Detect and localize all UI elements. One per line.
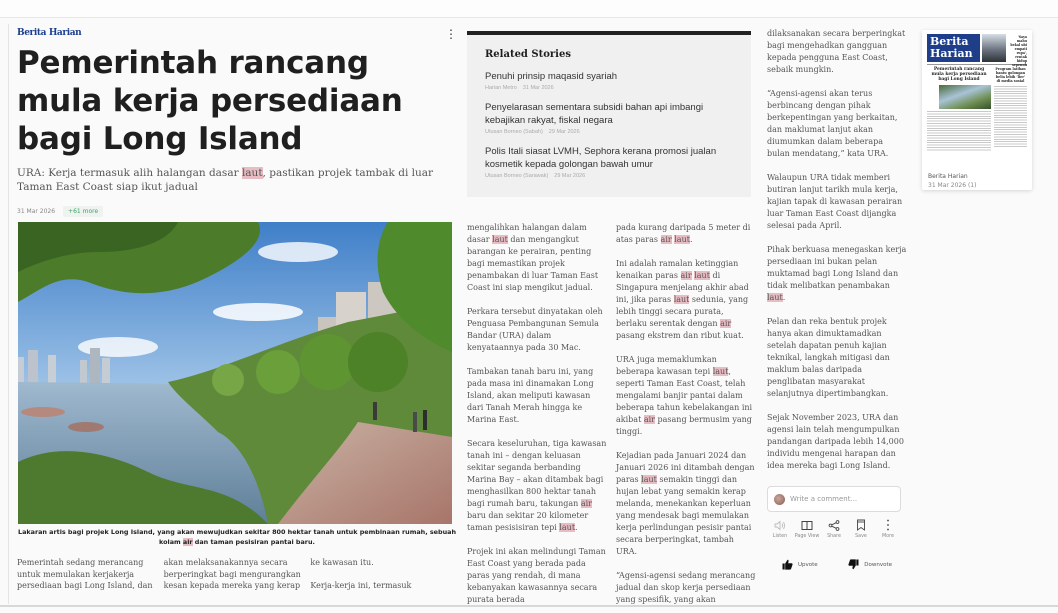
page-view-button[interactable] — [794, 518, 820, 539]
caption-text: dan taman pesisiran pantai baru. — [192, 538, 315, 546]
related-story[interactable] — [485, 101, 733, 135]
action-label: More — [882, 534, 894, 539]
upvote-button[interactable] — [782, 555, 818, 574]
search-highlight: laut — [559, 523, 576, 532]
body-paragraph: dilaksanakan secara berperingkat bagi mengehadkan gangguan kepada pengguna East Coast, sebaik mungkin. — [767, 29, 906, 74]
search-highlight: air — [182, 538, 193, 546]
downvote-label: Downvote — [864, 561, 892, 568]
newspaper-text-lines — [994, 86, 1027, 148]
browser-top-bar — [0, 0, 1058, 18]
search-highlight: laut — [674, 235, 690, 244]
story-source: Harian Metro — [485, 85, 517, 91]
search-highlight: air — [580, 499, 592, 508]
listen-button[interactable] — [767, 518, 793, 539]
body-column — [164, 557, 311, 603]
related-story[interactable] — [485, 70, 733, 91]
newspaper-page-thumbnail[interactable] — [922, 30, 1032, 190]
article-column-4 — [767, 28, 907, 484]
thumbs-down-icon — [848, 555, 859, 574]
related-story-meta — [485, 85, 733, 91]
body-paragraph: Perkara tersebut dinyatakan oleh Penguasa Pembangunan Semula Bandar (URA) dalam kenyataannya pada 30 Mac. — [467, 307, 603, 352]
share-icon — [828, 518, 840, 532]
newspaper-main-story — [927, 67, 991, 151]
newspaper-side-story — [994, 67, 1027, 151]
search-highlight: laut — [673, 295, 690, 304]
newspaper-caption — [928, 172, 976, 190]
page-view-icon — [801, 518, 813, 532]
newspaper-logo: Berita Harian — [927, 34, 980, 62]
body-paragraph: Secara keseluruhan, tiga kawasan tanah ini – dengan keluasan sekitar seganda berbanding Marina Bay – akan ditambak bagi menghasilkan 800 hektar tanah bagi rumah baru, takungan air baru dan sekitar 20 kilometer taman pesisisiran tepi laut. — [467, 439, 607, 532]
body-paragraph: Tambakan tanah baru ini, yang pada masa ini dinamakan Long Island, akan meliputi kawasan dari Tanah Merah hingga ke Marina East. — [467, 367, 594, 424]
article-column-2 — [467, 222, 607, 613]
action-label: Page View — [794, 534, 820, 539]
user-avatar — [774, 494, 785, 505]
article-column-3 — [616, 222, 756, 613]
related-story-meta — [485, 129, 733, 135]
search-highlight: air — [643, 415, 655, 424]
article-photo — [18, 222, 452, 524]
newspaper-masthead — [927, 34, 1027, 67]
speaker-icon — [774, 518, 786, 532]
subhead-text: , pastikan projek tambak di luar Taman East Coast siap ikut jadual — [17, 167, 434, 193]
more-vertical-icon — [886, 518, 890, 532]
body-paragraph: Pemerintah sedang merancang untuk memulakan kerjakerja persediaan bagi Long Island, dan — [17, 558, 153, 590]
story-date: 29 Mar 2026 — [548, 129, 580, 135]
newspaper-side-headline: Program latihan bantu golongan belia lebih ‘lier’ di media sosial — [995, 67, 1026, 83]
article-headline: Pemerintah rancang mula kerja persediaan bagi Long Island — [17, 45, 403, 157]
bookmark-icon — [855, 518, 867, 532]
more-sources-badge[interactable]: +61 more — [63, 206, 103, 217]
article-subheading — [17, 166, 447, 194]
body-paragraph: ke kawasan itu. — [310, 558, 374, 567]
search-highlight: laut — [241, 167, 263, 179]
body-column — [310, 557, 457, 603]
action-label: Save — [855, 534, 867, 539]
related-story-title[interactable]: Polis Itali siasat LVMH, Sephora kerana promosi jualan kosmetik kepada golongan bawah umur — [485, 146, 717, 170]
body-paragraph: Ini adalah ramalan ketinggian kenaikan paras air laut di Singapura menjelang akhir abad ini, jika paras laut sedunia, yang lebih tinggi secara purata, berlaku serentak dengan air pasang ekstrem dan ribut kuat. — [616, 259, 749, 340]
body-paragraph: akan melaksanakannya secara berperingkat bagi mengurangkan kesan kepada mereka yang kerap — [163, 558, 301, 590]
body-paragraph: Projek ini akan melindungi Taman East Coast yang berada pada paras yang rendah, di mana kebanyakan kawasannya secara purata berada — [467, 547, 606, 604]
story-source: Utusan Borneo (Sarawak) — [485, 173, 549, 179]
newspaper-caption-source: Berita Harian — [928, 173, 968, 180]
save-button[interactable] — [848, 518, 874, 539]
related-stories-panel — [467, 31, 751, 197]
comment-placeholder: Write a comment... — [790, 495, 858, 503]
page-bottom-border — [0, 605, 1058, 607]
search-highlight: air — [680, 271, 692, 280]
body-paragraph: URA juga memaklumkan beberapa kawasan tepi laut, seperti Taman East Coast, telah mengalami banjir pantai dalam beberapa tahun kebelakangan ini akibat air pasang bermusim yang tinggi. — [616, 355, 753, 436]
story-source: Utusan Borneo (Sabah) — [485, 129, 543, 135]
body-paragraph: pada kurang daripada 5 meter di atas paras air laut. — [616, 223, 751, 244]
body-paragraph: Kejadian pada Januari 2024 dan Januari 2026 ini ditambah dengan paras laut semakin tinggi dan hujan lebat yang semakin kerap melanda, menekankan keperluan yang mendesak bagi memulakan kerja perlindungan pesisir pantai secara berperingkat, tambah URA. — [616, 451, 755, 556]
related-story-title[interactable]: Penyelarasan sementara subsidi bahan api imbangi kebajikan rakyat, fiskal negara — [485, 102, 704, 126]
newspaper-main-photo — [939, 85, 991, 109]
comment-input[interactable] — [767, 486, 901, 512]
action-label: Share — [827, 534, 841, 539]
related-story[interactable] — [485, 145, 733, 179]
related-stories-title: Related Stories — [485, 49, 571, 60]
newspaper-text-lines — [927, 111, 991, 151]
subhead-text: URA: Kerja termasuk alih halangan dasar — [17, 167, 242, 179]
newspaper-main-headline: Pemerintah rancang mula kerja persediaan bagi Long Island — [931, 67, 987, 82]
thumbs-up-icon — [782, 555, 793, 574]
newspaper-body — [927, 67, 1027, 151]
newspaper-caption-date: 31 Mar 2026 (1) — [928, 182, 977, 189]
photo-caption — [14, 527, 460, 547]
article-meta — [17, 206, 457, 217]
article-date: 31 Mar 2026 — [17, 208, 56, 215]
body-paragraph: Walaupun URA tidak memberi butiran lanjut tarikh mula kerja, kajian tapak di kawasan perairan luar Taman East Coast dijangka selesai pada April. — [767, 173, 903, 230]
vote-bar — [782, 555, 892, 574]
newspaper-teaser: 'Saya mahu bekal ubi empati rupa', rentak hidup sepenuh — [1010, 35, 1027, 67]
search-highlight: laut — [641, 475, 657, 484]
related-story-title[interactable]: Penuhi prinsip maqasid syariah — [485, 71, 618, 82]
body-paragraph: Pelan dan reka bentuk projek hanya akan dimuktamadkan setelah dapatan penuh kajian teknikal, langkah mitigasi dan maklum balas daripada penglibatan masyarakat selanjutnya dipertimbangkan. — [767, 317, 890, 398]
page-left-border — [8, 24, 9, 604]
body-paragraph: mengalihkan halangan dalam dasar laut dan mengangkut barangan ke perairan, penting bagi memastikan projek penambakan di luar Taman East Coast ini siap mengikut jadual. — [467, 223, 599, 292]
article-action-bar — [767, 518, 901, 539]
search-highlight: laut — [767, 293, 783, 302]
search-highlight: air — [720, 319, 732, 328]
upvote-label: Upvote — [798, 561, 818, 568]
body-paragraph: “Agensi-agensi akan terus berbincang dengan pihak berkepentingan yang berkaitan, dan maklumat lanjut akan diumumkan dalam beberapa bulan mendatang,” kata URA. — [767, 89, 898, 158]
downvote-button[interactable] — [848, 555, 892, 574]
body-column — [17, 557, 164, 603]
article-body-under-photo — [17, 557, 457, 603]
search-highlight: air — [660, 235, 672, 244]
body-paragraph: Sejak November 2023, URA dan agensi lain telah mengumpulkan pandangan daripada lebih 14,000 individu mengenai harapan dan idea mereka bagi Long Island. — [767, 413, 904, 470]
newspaper-front-photo — [982, 34, 1006, 62]
more-options-icon[interactable]: ⋮ — [445, 27, 457, 41]
article-header — [17, 28, 457, 217]
source-logo[interactable]: Berita Harian — [17, 28, 82, 38]
search-highlight: laut — [694, 271, 710, 280]
body-paragraph: Kerja-kerja ini, termasuk — [310, 580, 412, 590]
search-highlight: laut — [712, 367, 729, 376]
body-paragraph: “Agensi-agensi sedang merancang jadual dan skop kerja persediaan yang spesifik, yang akan — [616, 571, 756, 604]
related-story-meta — [485, 173, 733, 179]
action-label: Listen — [772, 534, 788, 539]
share-button[interactable] — [821, 518, 847, 539]
photo-illustration — [18, 222, 452, 524]
story-date: 31 Mar 2026 — [522, 85, 554, 91]
more-button[interactable] — [875, 518, 901, 539]
body-paragraph: Pihak berkuasa menegaskan kerja persediaan ini bukan pelan muktamad bagi Long Island dan tidak melibatkan penambakan laut. — [767, 245, 907, 302]
caption-text: Lakaran artis bagi projek Long Island, yang akan mewujudkan sekitar 800 hektar tanah untuk pembinaan rumah, sebuah kolam — [18, 528, 456, 546]
story-date: 29 Mar 2026 — [554, 173, 586, 179]
search-highlight: laut — [492, 235, 508, 244]
